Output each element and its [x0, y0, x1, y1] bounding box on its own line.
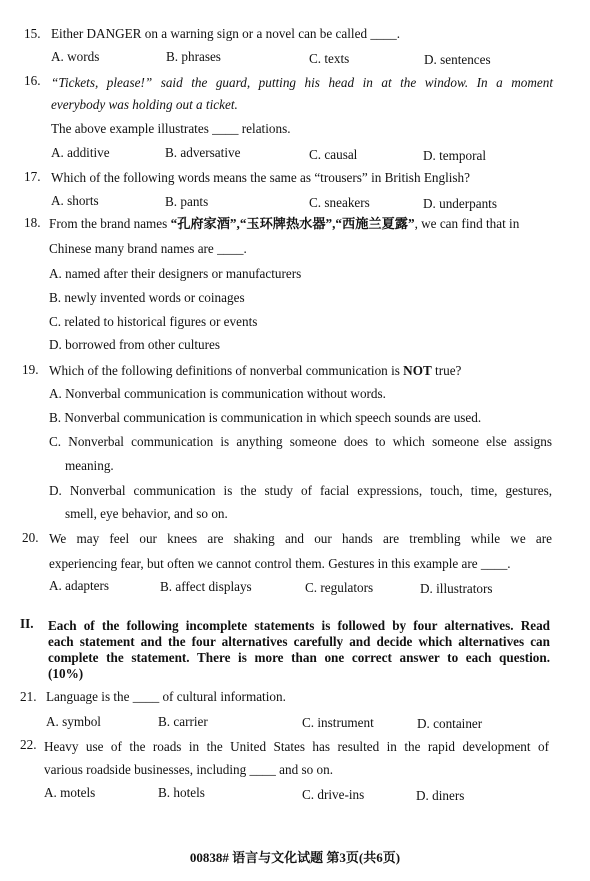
q19-option-a: A. Nonverbal communication is communication without words.	[49, 386, 386, 401]
q21-stem: Language is the ____ of cultural information.	[46, 689, 286, 704]
q22-option-d: D. diners	[416, 788, 465, 803]
q18-option-d: D. borrowed from other cultures	[49, 337, 221, 352]
q18-option-c: C. related to historical figures or events	[49, 314, 258, 329]
section-2-instructions-line-3: complete the statement. There is more than one correct answer to each question.	[48, 650, 550, 665]
q19-option-d-line-1: D. Nonverbal communication is the study of facial expressions, touch, time, gestures,	[49, 483, 552, 498]
section-2-number: II.	[20, 616, 34, 631]
q21-option-b: B. carrier	[158, 714, 208, 729]
q19-stem-pre: Which of the following definitions of nonverbal communication is	[49, 363, 404, 378]
q18-line-1-post: , we can find that in	[414, 216, 520, 231]
q19-option-d-line-2: smell, eye behavior, and so on.	[65, 506, 228, 521]
q19-option-c-line-2: meaning.	[65, 458, 114, 473]
q16-line-1: “Tickets, please!” said the guard, putting his head in at the window. In a moment	[51, 75, 553, 90]
q20-line-1: We may feel our knees are shaking and our hands are trembling while we are	[49, 531, 552, 546]
q22-option-a: A. motels	[44, 785, 96, 800]
q17-number: 17.	[24, 169, 41, 184]
q22-number: 22.	[20, 737, 37, 752]
q16-number: 16.	[24, 73, 41, 88]
q20-option-b: B. affect displays	[160, 579, 252, 594]
q19-stem-post: true?	[431, 363, 462, 378]
q17-option-c: C. sneakers	[309, 195, 370, 210]
q20-number: 20.	[22, 530, 39, 545]
q22-line-2: various roadside businesses, including ____ and so on.	[44, 762, 333, 777]
q18-line-1	[49, 216, 519, 232]
page-footer: 00838# 语言与文化试题 第3页(共6页)	[189, 850, 401, 865]
q19-stem-not: NOT	[403, 363, 432, 378]
q19-stem	[49, 363, 461, 379]
q17-stem: Which of the following words means the same as “trousers” in British English?	[51, 170, 470, 185]
q19-option-c-line-1: C. Nonverbal communication is anything someone does to which someone else assigns	[49, 434, 552, 449]
q22-line-1: Heavy use of the roads in the United States has resulted in the rapid development of	[44, 739, 549, 754]
q18-number: 18.	[24, 215, 41, 230]
q21-number: 21.	[20, 689, 37, 704]
section-2-instructions-line-2: each statement and the four alternatives carefully and decide which alternatives can	[48, 634, 550, 649]
q20-line-2: experiencing fear, but often we cannot control them. Gestures in this example are ____.	[49, 556, 511, 571]
q16-option-a: A. additive	[51, 145, 110, 160]
q16-option-b: B. adversative	[165, 145, 241, 160]
q20-option-a: A. adapters	[49, 578, 110, 593]
q17-option-d: D. underpants	[423, 196, 497, 211]
q17-option-a: A. shorts	[51, 193, 99, 208]
q19-number: 19.	[22, 362, 39, 377]
q21-option-d: D. container	[417, 716, 483, 731]
q15-option-a: A. words	[51, 49, 100, 64]
q18-line-2: Chinese many brand names are ____.	[49, 241, 247, 256]
section-2-instructions-line-4: (10%)	[48, 666, 84, 681]
q22-option-c: C. drive-ins	[302, 787, 365, 802]
q22-option-b: B. hotels	[158, 785, 205, 800]
q21-option-a: A. symbol	[46, 714, 101, 729]
q18-line-1-pre: From the brand names	[49, 216, 171, 231]
q18-option-a: A. named after their designers or manufacturers	[49, 266, 302, 281]
q21-option-c: C. instrument	[302, 715, 374, 730]
q15-option-c: C. texts	[309, 51, 350, 66]
q15-option-b: B. phrases	[166, 49, 221, 64]
q15-number: 15.	[24, 26, 41, 41]
q16-option-c: C. causal	[309, 147, 358, 162]
q16-line-2: everybody was holding out a ticket.	[51, 97, 238, 112]
q16-line-3: The above example illustrates ____ relations.	[51, 121, 291, 136]
q19-option-b: B. Nonverbal communication is communication in which speech sounds are used.	[49, 410, 482, 425]
q15-option-d: D. sentences	[424, 52, 491, 67]
q15-stem: Either DANGER on a warning sign or a novel can be called ____.	[51, 26, 401, 41]
section-2-instructions-line-1: Each of the following incomplete statements is followed by four alternatives. Read	[48, 618, 550, 633]
q16-option-d: D. temporal	[423, 148, 486, 163]
q18-option-b: B. newly invented words or coinages	[49, 290, 245, 305]
q20-option-d: D. illustrators	[420, 581, 493, 596]
q18-brand-names: “孔府家酒”,“玉环牌热水器”,“西施兰夏露”	[170, 216, 415, 231]
q20-option-c: C. regulators	[305, 580, 374, 595]
q17-option-b: B. pants	[165, 194, 209, 209]
